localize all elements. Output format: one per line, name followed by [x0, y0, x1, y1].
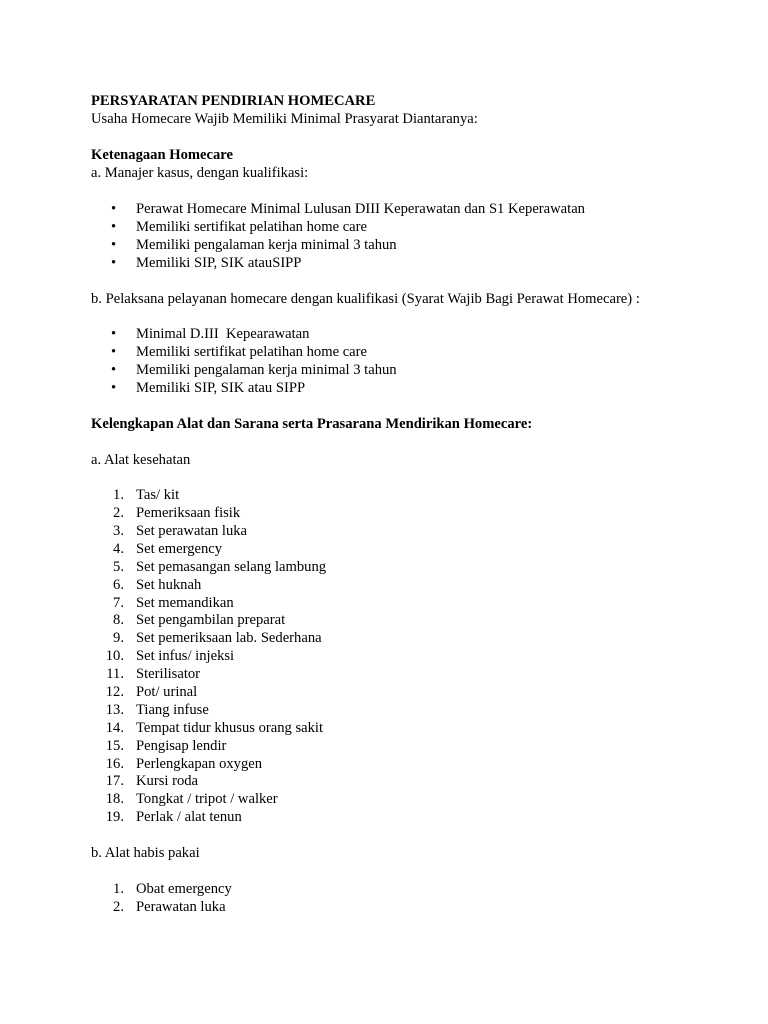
list-number: 5. — [113, 559, 124, 575]
list-item: Set huknah — [136, 577, 202, 593]
list-item: Memiliki SIP, SIK atauSIPP — [136, 255, 302, 271]
list-item: Memiliki pengalaman kerja minimal 3 tahun — [136, 362, 397, 378]
list-number: 15. — [105, 738, 124, 754]
bullet-glyph: • — [111, 362, 117, 378]
list-item: Tongkat / tripot / walker — [136, 791, 278, 807]
subsection-label-pelaksana: b. Pelaksana pelayanan homecare dengan kualifikasi (Syarat Wajib Bagi Perawat Homecare) : — [91, 291, 640, 307]
list-item: Memiliki sertifikat pelatihan home care — [136, 344, 367, 360]
list-number: 2. — [113, 899, 124, 915]
document-title: PERSYARATAN PENDIRIAN HOMECARE — [91, 93, 376, 109]
list-item: Pemeriksaan fisik — [136, 505, 241, 521]
list-item: Tas/ kit — [136, 487, 180, 503]
subsection-label-manajer: a. Manajer kasus, dengan kualifikasi: — [91, 165, 309, 181]
list-number: 17. — [105, 773, 124, 789]
section-heading-kelengkapan: Kelengkapan Alat dan Sarana serta Prasarana Mendirikan Homecare: — [91, 416, 533, 432]
list-item: Perlengkapan oxygen — [136, 756, 263, 772]
list-item: Perawatan luka — [136, 899, 226, 915]
list-number: 1. — [113, 881, 124, 897]
bullet-glyph: • — [111, 237, 117, 253]
list-number: 13. — [105, 702, 124, 718]
list-item: Set infus/ injeksi — [136, 648, 235, 664]
bullet-glyph: • — [111, 255, 117, 271]
list-item: Set perawatan luka — [136, 523, 248, 539]
list-number: 19. — [105, 809, 124, 825]
list-item: Memiliki sertifikat pelatihan home care — [136, 219, 367, 235]
list-number: 1. — [113, 487, 124, 503]
list-item: Set pemeriksaan lab. Sederhana — [136, 630, 322, 646]
list-number: 4. — [113, 541, 124, 557]
subsection-label-alat-habis-pakai: b. Alat habis pakai — [91, 845, 200, 861]
list-number: 10. — [105, 648, 124, 664]
list-number: 16. — [105, 756, 124, 772]
list-number: 2. — [113, 505, 124, 521]
list-item: Perlak / alat tenun — [136, 809, 242, 825]
list-item: Set memandikan — [136, 595, 234, 611]
list-item: Memiliki pengalaman kerja minimal 3 tahun — [136, 237, 397, 253]
list-item: Perawat Homecare Minimal Lulusan DIII Keperawatan dan S1 Keperawatan — [136, 201, 585, 217]
list-number: 18. — [105, 791, 124, 807]
subsection-label-alat-kesehatan: a. Alat kesehatan — [91, 452, 191, 468]
bullet-glyph: • — [111, 344, 117, 360]
list-item: Pot/ urinal — [136, 684, 198, 700]
list-item: Kursi roda — [136, 773, 199, 789]
list-item: Minimal D.III Kepearawatan — [136, 326, 310, 342]
bullet-glyph: • — [111, 380, 117, 396]
list-number: 7. — [113, 595, 124, 611]
list-number: 9. — [113, 630, 124, 646]
list-number: 12. — [105, 684, 124, 700]
list-number: 11. — [106, 666, 124, 682]
list-item: Tiang infuse — [136, 702, 209, 718]
list-item: Set emergency — [136, 541, 223, 557]
list-item: Set pemasangan selang lambung — [136, 559, 327, 575]
list-item: Memiliki SIP, SIK atau SIPP — [136, 380, 306, 396]
list-number: 3. — [113, 523, 124, 539]
list-item: Sterilisator — [136, 666, 201, 682]
bullet-glyph: • — [111, 201, 117, 217]
list-number: 8. — [113, 612, 124, 628]
bullet-glyph: • — [111, 326, 117, 342]
section-heading-ketenagaan: Ketenagaan Homecare — [91, 147, 233, 163]
list-number: 14. — [105, 720, 124, 736]
list-number: 6. — [113, 577, 124, 593]
list-item: Pengisap lendir — [136, 738, 227, 754]
bullet-glyph: • — [111, 219, 117, 235]
list-item: Tempat tidur khusus orang sakit — [136, 720, 324, 736]
list-item: Obat emergency — [136, 881, 232, 897]
intro-text: Usaha Homecare Wajib Memiliki Minimal Prasyarat Diantaranya: — [91, 111, 478, 127]
list-item: Set pengambilan preparat — [136, 612, 286, 628]
